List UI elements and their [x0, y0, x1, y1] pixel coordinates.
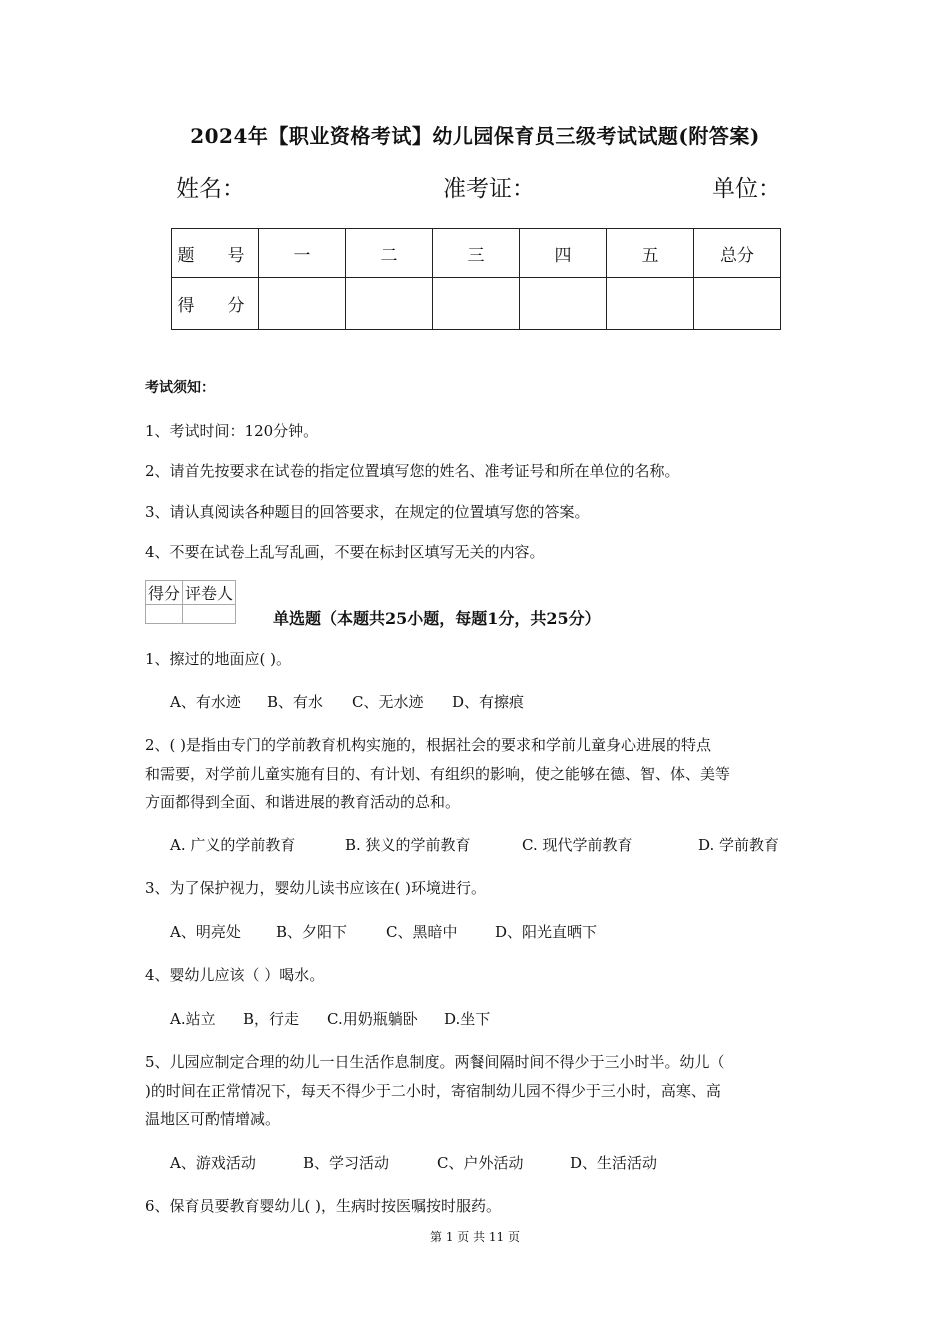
page-footer: 第 1 页 共 11 页 — [430, 1230, 520, 1244]
option[interactable]: D、生活活动 — [570, 1154, 658, 1172]
option[interactable]: D、阳光直晒下 — [495, 923, 598, 941]
score-table — [171, 228, 781, 330]
question-text: )的时间在正常情况下，每天不得少于二小时，寄宿制幼儿园不得少于三小时，高寒、高 — [145, 1082, 721, 1100]
score-cell[interactable] — [694, 278, 781, 330]
score-cell[interactable] — [520, 278, 607, 330]
notice-heading: 考试须知： — [145, 380, 215, 396]
question-options — [170, 1008, 490, 1029]
option[interactable]: D. 学前教育 — [698, 836, 780, 854]
option[interactable]: B、夕阳下 — [276, 923, 348, 941]
option[interactable]: D、有擦痕 — [452, 693, 525, 711]
score-cell[interactable] — [607, 278, 694, 330]
question-options — [170, 921, 597, 942]
section-column-2: 二 — [346, 229, 433, 278]
section-column-5: 五 — [607, 229, 694, 278]
option[interactable]: B，行走 — [243, 1010, 300, 1028]
score-cell[interactable] — [259, 278, 346, 330]
question-options — [170, 691, 524, 712]
question-text: 1、擦过的地面应( )。 — [145, 650, 292, 668]
question-text: 5、儿园应制定合理的幼儿一日生活作息制度。两餐间隔时间不得少于三小时半。幼儿（ — [145, 1053, 725, 1071]
notice-item: 3、请认真阅读各种题目的回答要求，在规定的位置填写您的答案。 — [145, 503, 590, 521]
question-text: 4、婴幼儿应该（ ）喝水。 — [145, 966, 325, 984]
option[interactable]: A、有水迹 — [170, 693, 241, 711]
question-text: 6、保育员要教育婴幼儿( )，生病时按医嘱按时服药。 — [145, 1197, 502, 1215]
option[interactable]: C、无水迹 — [352, 693, 424, 711]
score-table-score-row — [172, 278, 781, 330]
grader-score-label: 得分 — [146, 581, 183, 605]
option[interactable]: B、有水 — [267, 693, 324, 711]
option[interactable]: C.用奶瓶躺卧 — [327, 1010, 418, 1028]
score-table-header-row — [172, 229, 781, 278]
name-field-label: 姓名： — [176, 176, 245, 202]
option[interactable]: A. 广义的学前教育 — [170, 836, 296, 854]
option[interactable]: B. 狭义的学前教育 — [345, 836, 471, 854]
option[interactable]: A、明亮处 — [170, 923, 241, 941]
grader-box — [145, 580, 236, 624]
option[interactable]: B、学习活动 — [303, 1154, 390, 1172]
option[interactable]: C、黑暗中 — [386, 923, 458, 941]
question-text: 温地区可酌情增减。 — [145, 1110, 281, 1128]
section-column-3: 三 — [433, 229, 520, 278]
question-text: 方面都得到全面、和谐进展的教育活动的总和。 — [145, 793, 461, 811]
notice-item: 4、不要在试卷上乱写乱画，不要在标封区填写无关的内容。 — [145, 543, 545, 561]
question-text: 3、为了保护视力，婴幼儿读书应该在( )环境进行。 — [145, 879, 487, 897]
question-text: 和需要，对学前儿童实施有目的、有计划、有组织的影响，使之能够在德、智、体、美等 — [145, 765, 731, 783]
question-number-label: 题 号 — [172, 229, 259, 278]
total-column: 总分 — [694, 229, 781, 278]
option[interactable]: A.站立 — [170, 1010, 216, 1028]
section-column-4: 四 — [520, 229, 607, 278]
notice-item: 2、请首先按要求在试卷的指定位置填写您的姓名、准考证号和所在单位的名称。 — [145, 462, 680, 480]
grader-score-cell[interactable] — [146, 605, 183, 624]
grader-name-label: 评卷人 — [183, 581, 236, 605]
section-column-1: 一 — [259, 229, 346, 278]
option[interactable]: A、游戏活动 — [170, 1154, 256, 1172]
page-title: 2024年【职业资格考试】幼儿园保育员三级考试试题(附答案) — [190, 124, 760, 148]
grader-name-cell[interactable] — [183, 605, 236, 624]
exam-id-field-label: 准考证： — [443, 176, 535, 202]
score-cell[interactable] — [346, 278, 433, 330]
notice-item: 1、考试时间：120分钟。 — [145, 422, 319, 440]
question-text: 2、( )是指由专门的学前教育机构实施的，根据社会的要求和学前儿童身心进展的特点 — [145, 736, 712, 754]
question-options — [170, 1152, 657, 1173]
option[interactable]: C. 现代学前教育 — [522, 836, 633, 854]
score-cell[interactable] — [433, 278, 520, 330]
option[interactable]: C、户外活动 — [437, 1154, 524, 1172]
unit-field-label: 单位： — [712, 176, 781, 202]
score-label: 得 分 — [172, 278, 259, 330]
question-options — [170, 834, 779, 855]
option[interactable]: D.坐下 — [444, 1010, 491, 1028]
section-heading: 单选题（本题共25小题，每题1分，共25分） — [273, 609, 601, 628]
